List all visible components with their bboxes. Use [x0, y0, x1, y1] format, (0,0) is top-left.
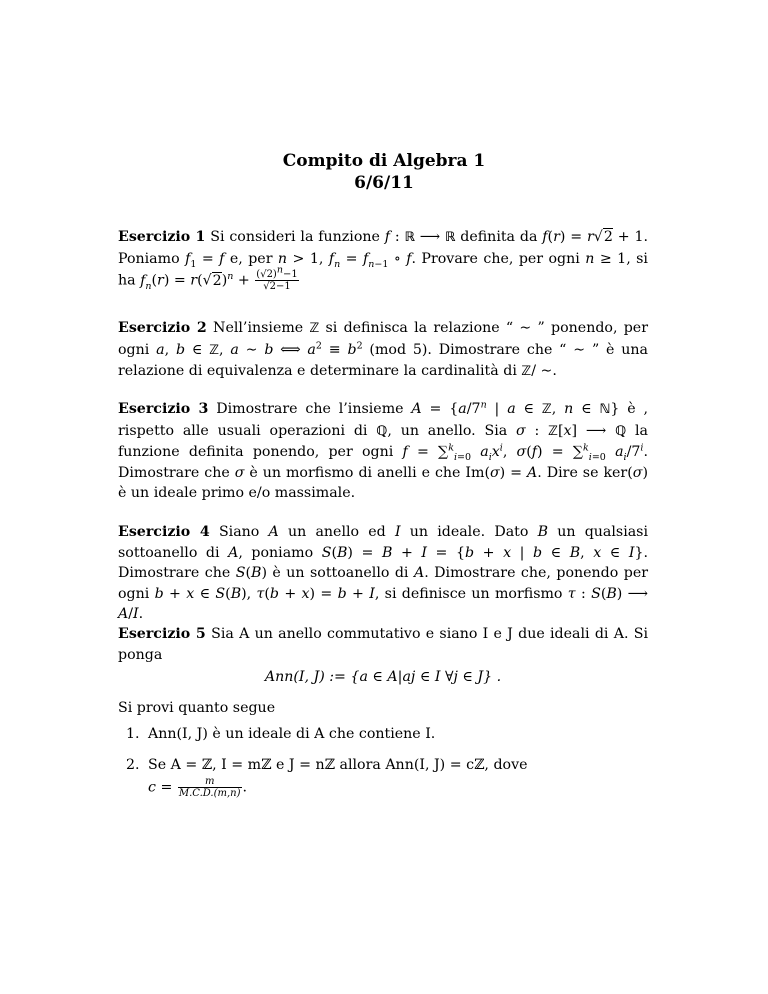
exercise-4-label: Esercizio 4 — [118, 524, 210, 540]
exercise-1: Esercizio 1 Si consideri la funzione f : ℝ ⟶ ℝ definita da f(r) = r√2 + 1. Poniamo $f_1 = f$ e, per n > 1, $f_n = f_{n-1}$ ∘ f. Provare che, per ogni n ≥ 1, si ha $f_n(r) = r(√2)^n$ + $\frac{(√2)^n-1}{√2-1}$ — [118, 229, 648, 293]
exercise-3-label: Esercizio 3 — [118, 401, 209, 417]
exercise-2-label: Esercizio 2 — [118, 320, 207, 336]
list-item-text: Se A = ℤ, I = mℤ e J = nℤ allora Ann(I, J) = cℤ, dove — [148, 756, 528, 773]
exercise-5-definition: Ann(I, J) := {a ∈ A|aj ∈ I ∀j ∈ J} . — [264, 669, 502, 686]
exercise-5 — [118, 624, 648, 809]
exercise-5-intro: Sia A un anello commutativo e siano I e J due ideali di A. Si ponga — [118, 626, 648, 663]
list-item: 1. Ann(I, J) è un ideale di A che contiene I. — [144, 724, 648, 745]
document-date: 6/6/11 — [354, 173, 414, 193]
fraction-ex5: $\frac{m}{M.C.D.(m,n)}$ — [178, 775, 241, 799]
document-title-block — [0, 150, 768, 194]
exercise-5-label: Esercizio 5 — [118, 626, 206, 642]
exercise-1-label: Esercizio 1 — [118, 229, 206, 245]
exercise-2: Esercizio 2 Nell’insieme ℤ si definisca la relazione “ ∼ ” ponendo, per ogni a, b ∈ ℤ, a ∼ b ⟺ $a^2 \equiv b^2$ (mod 5). Dimostrare che “ ∼ ” è una relazione di equivalenza e determinare la cardinalità di ℤ/ ∼. — [118, 320, 648, 380]
exercise-5-list — [118, 724, 648, 798]
exercise-3: Esercizio 3 Dimostrare che l’insieme $A = \{a/7^n$ | a ∈ ℤ, n ∈ ℕ} è , rispetto alle usuali operazioni di ℚ, un anello. Sia σ : ℤ[x] ⟶ ℚ la funzione definita ponendo, per ogni f = ∑$^k_{i=0}$ $a_ix^i$, σ(f) = ∑$^k_{i=0}$ $a_i/7^i$. Dimostrare che σ è un morfismo di anelli e che Im(σ) = A. Dire se ker(σ) è un ideale primo e/o massimale. — [118, 399, 648, 502]
list-item: 2. Se A = ℤ, I = mℤ e J = nℤ allora Ann(I, J) = cℤ, dove c = $\frac{m}{M.C.D.(m,n)}$ . — [144, 755, 648, 799]
exercise-4: Esercizio 4 Siano A un anello ed I un ideale. Dato B un qualsiasi sottoanello di A, poniamo S(B) = B + I = {b + x | b ∈ B, x ∈ I}. Dimostrare che S(B) è un sottoanello di A. Dimostrare che, ponendo per ogni b + x ∈ S(B), τ(b + x) = b + I, si definisce un morfismo τ : S(B) ⟶ A/I. — [118, 524, 649, 623]
fraction-ex1: $\frac{(√2)^n-1}{√2-1}$ — [256, 264, 298, 293]
exercise-5-prove: Si provi quanto segue — [118, 699, 276, 716]
document-title: Compito di Algebra 1 — [282, 151, 486, 171]
